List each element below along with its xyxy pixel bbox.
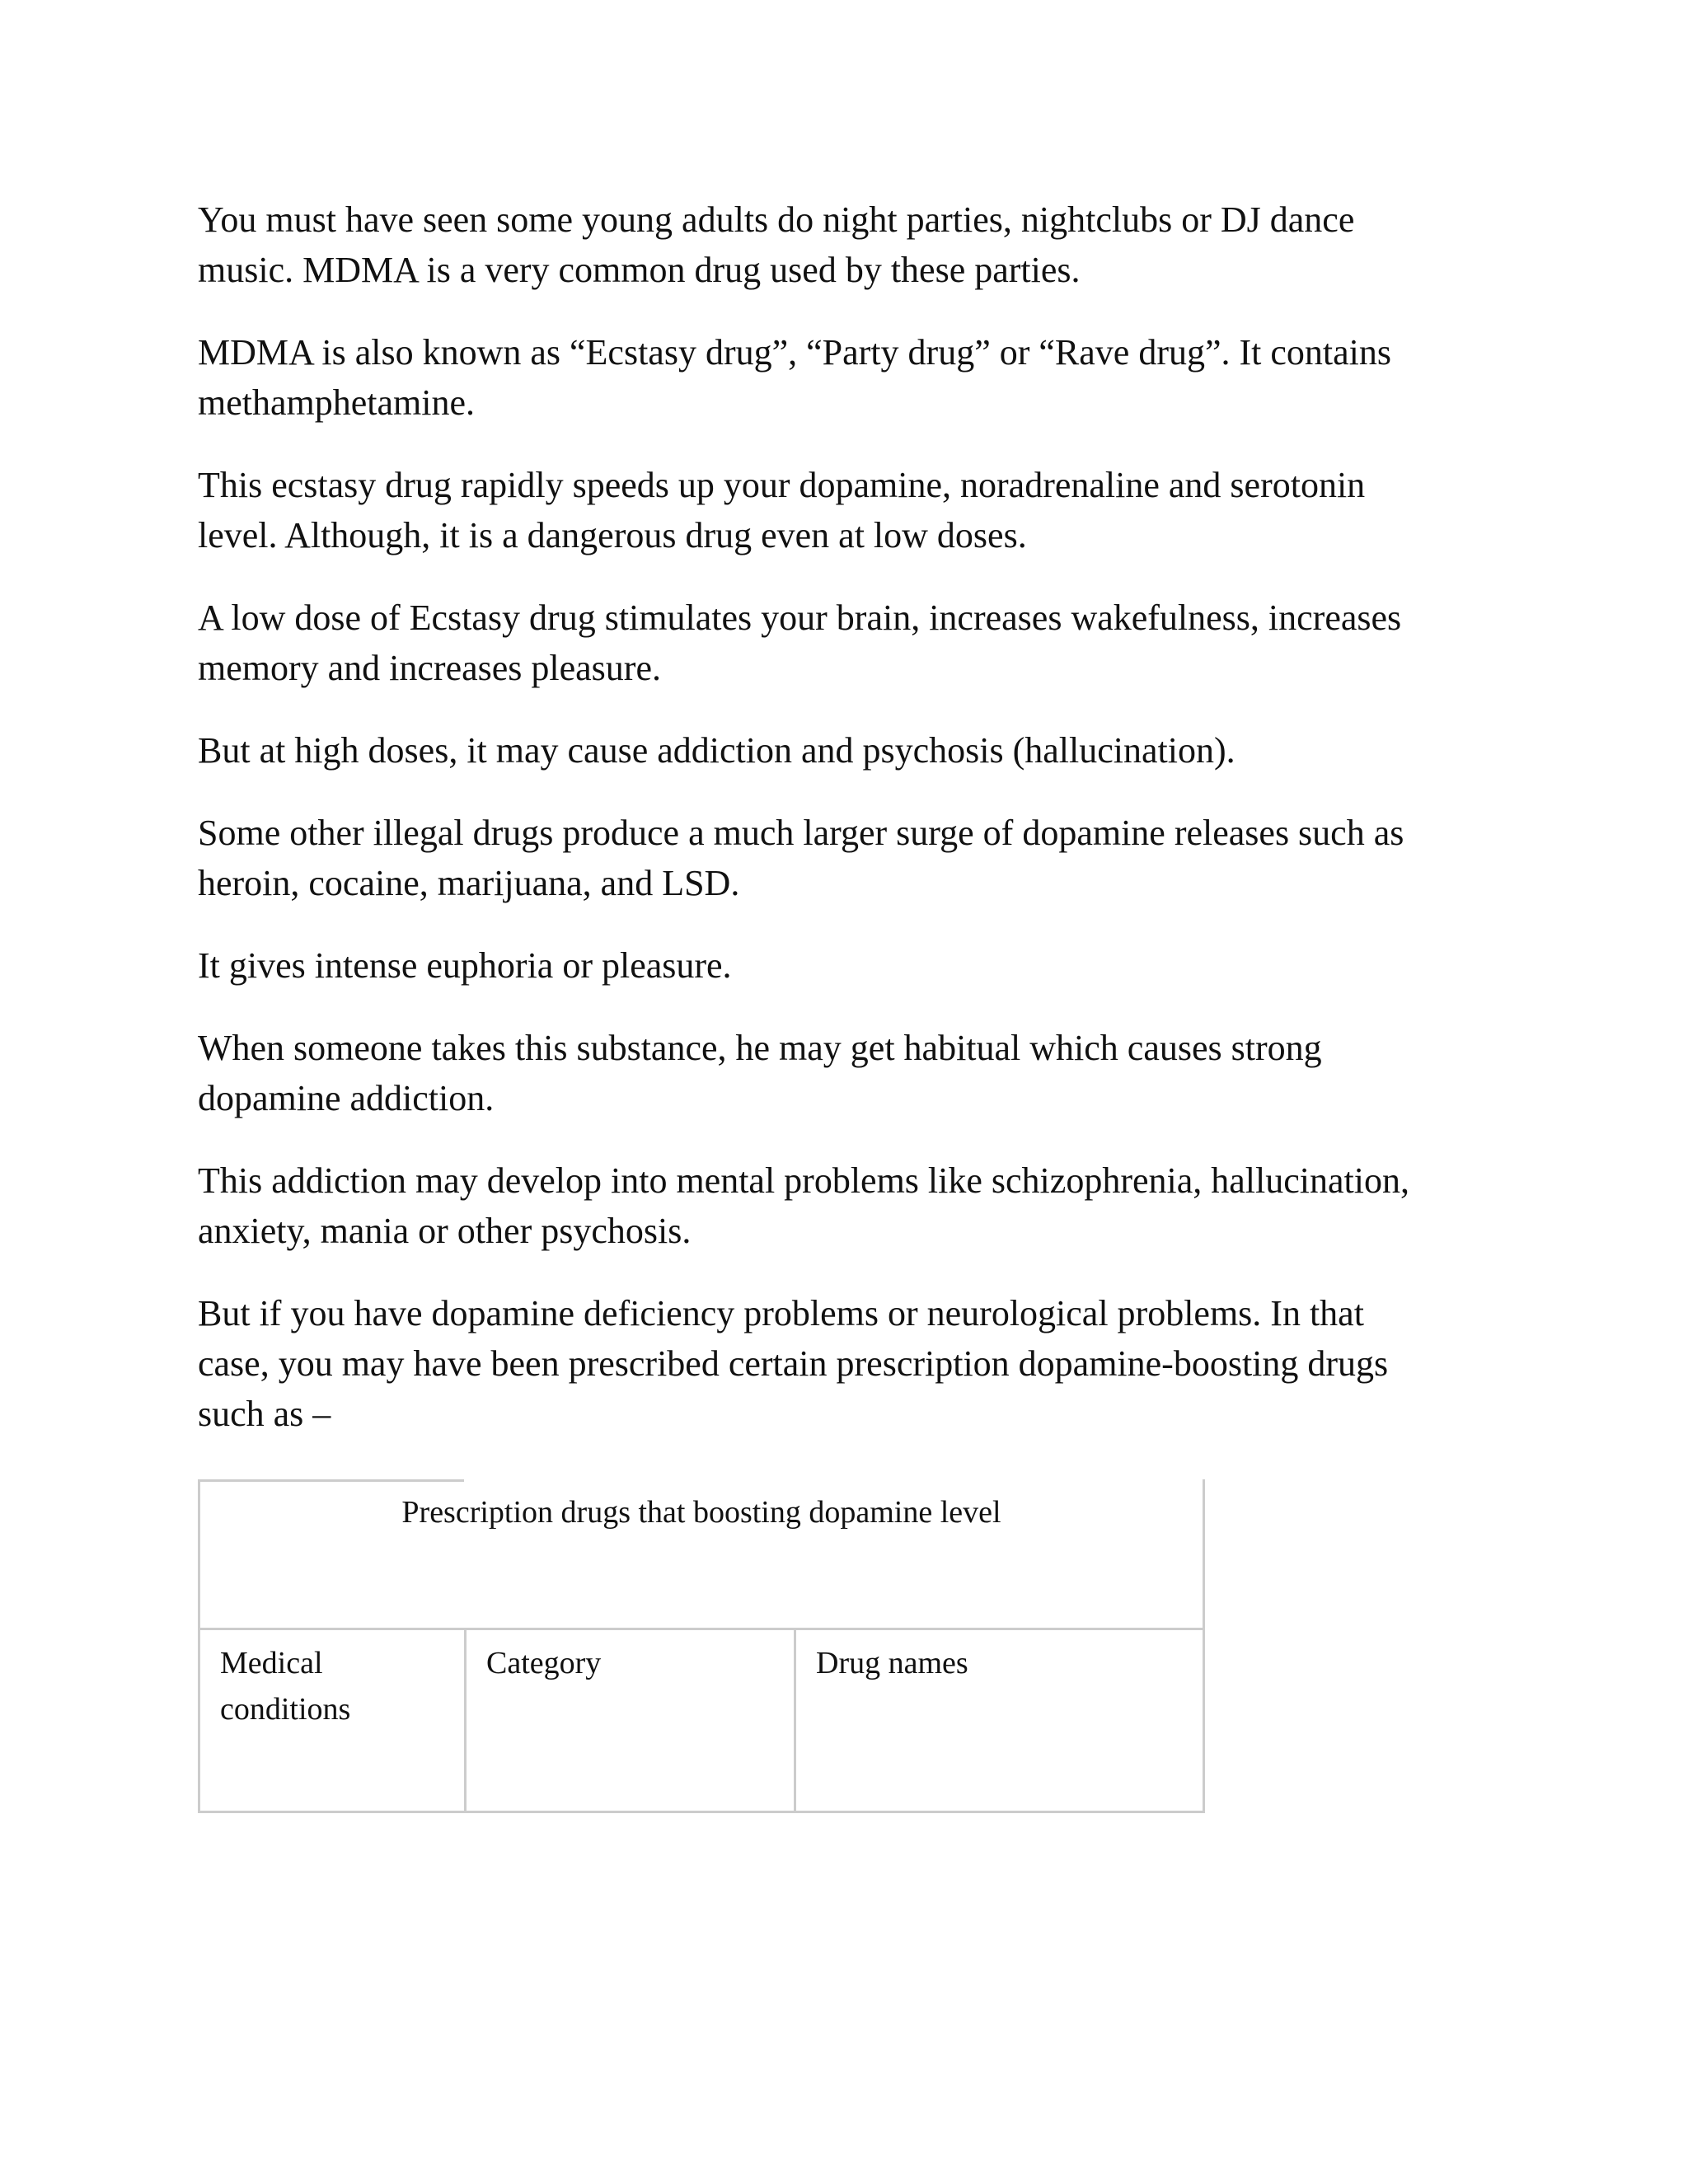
header-drug-names: Drug names <box>795 1629 1204 1812</box>
header-category: Category <box>466 1629 795 1812</box>
table-title: Prescription drugs that boosting dopamine level <box>199 1479 1204 1629</box>
document-body <box>198 194 1517 1471</box>
paragraph: This ecstasy drug rapidly speeds up your dopamine, noradrenaline and serotonin level. Although, it is a dangerous drug even at low doses. <box>198 465 1366 555</box>
drug-table <box>198 1479 1205 1813</box>
drug-table-container <box>198 1479 1203 1813</box>
paragraph: A low dose of Ecstasy drug stimulates your brain, increases wakefulness, increases memory and increases pleasure. <box>198 598 1402 688</box>
paragraph: When someone takes this substance, he may get habitual which causes strong dopamine addiction. <box>198 1028 1322 1118</box>
table-header-row <box>199 1629 1204 1812</box>
paragraph: MDMA is also known as “Ecstasy drug”, “Party drug” or “Rave drug”. It contains methamphetamine. <box>198 332 1392 423</box>
table-top-border-fragment <box>198 1479 464 1482</box>
paragraph: Some other illegal drugs produce a much larger surge of dopamine releases such as heroin, cocaine, marijuana, and LSD. <box>198 813 1404 903</box>
paragraph: But if you have dopamine deficiency problems or neurological problems. In that case, you may have been prescribed certain prescription dopamine-boosting drugs such as – <box>198 1293 1389 1434</box>
paragraph: You must have seen some young adults do night parties, nightclubs or DJ dance music. MDMA is a very common drug used by these parties. <box>198 199 1355 290</box>
paragraph: It gives intense euphoria or pleasure. <box>198 945 732 986</box>
header-medical-conditions: Medical conditions <box>199 1629 466 1812</box>
table-title-row <box>199 1479 1204 1629</box>
paragraph: But at high doses, it may cause addiction and psychosis (hallucination). <box>198 730 1236 771</box>
paragraph: This addiction may develop into mental problems like schizophrenia, hallucination, anxiety, mania or other psychosis. <box>198 1160 1409 1251</box>
